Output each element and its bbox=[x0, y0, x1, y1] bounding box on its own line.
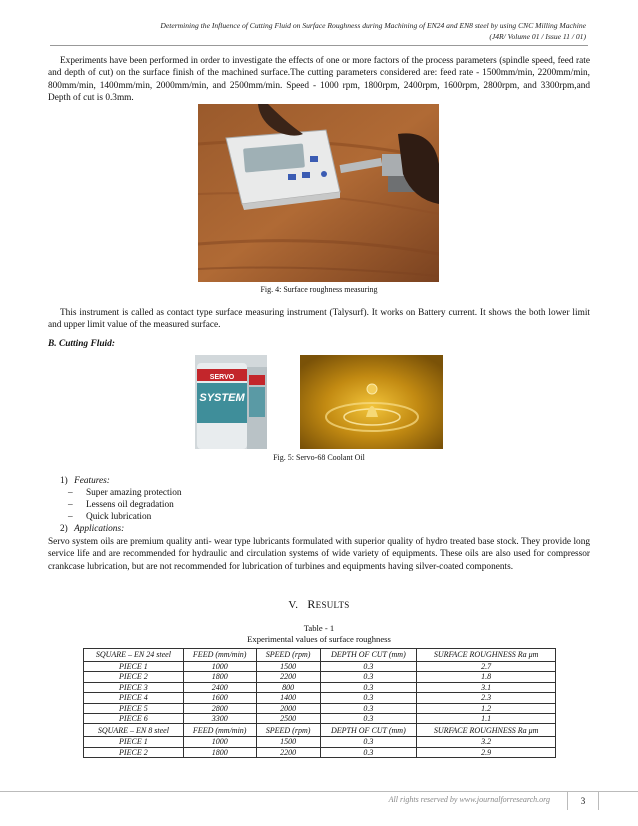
table-cell: PIECE 2 bbox=[84, 672, 184, 682]
table-cell: 0.3 bbox=[320, 703, 417, 713]
features-title: Features: bbox=[74, 476, 110, 486]
table-header-row bbox=[84, 724, 556, 737]
table-cell: 1.2 bbox=[417, 703, 556, 713]
feature-text: Super amazing protection bbox=[85, 488, 182, 498]
table-cell: PIECE 4 bbox=[84, 693, 184, 703]
table-header-row bbox=[84, 649, 556, 662]
table-cell: PIECE 1 bbox=[84, 662, 184, 672]
table-cell: 1.8 bbox=[417, 672, 556, 682]
table-row bbox=[84, 693, 556, 703]
footer-copyright: All rights reserved by www.journalforresearch.org bbox=[388, 795, 550, 804]
table-row bbox=[84, 703, 556, 713]
table-cell: 1400 bbox=[256, 693, 320, 703]
applications-paragraph: Servo system oils are premium quality anti- wear type lubricants formulated with superior quality of hydro treated base stock. They provide long service life and are recommended for hydraulic and circulation systems of wide variety of equipments. These oils are also used for compressor crankcase lubrication, but are not recommended for lubrication of turbines and equipments having silver-coated components. bbox=[48, 537, 590, 572]
page-number: 3 bbox=[567, 792, 599, 810]
table-cell: 0.3 bbox=[320, 714, 417, 724]
table-cell: 3300 bbox=[183, 714, 256, 724]
results-rest: ESULTS bbox=[315, 600, 350, 610]
table-row bbox=[84, 714, 556, 724]
table-cell: 1600 bbox=[183, 693, 256, 703]
feature-item bbox=[68, 512, 151, 522]
applications-title: Applications: bbox=[74, 524, 125, 534]
table-cell: 1800 bbox=[183, 747, 256, 757]
results-first-letter: R bbox=[307, 597, 316, 611]
header-rule bbox=[50, 45, 588, 46]
table-cell: 2.7 bbox=[417, 662, 556, 672]
table-row bbox=[84, 662, 556, 672]
table-cell: 2000 bbox=[256, 703, 320, 713]
oil-splash-illustration bbox=[300, 355, 443, 449]
table-row bbox=[84, 747, 556, 757]
talysurf-photo-illustration bbox=[198, 104, 439, 282]
footer-rule bbox=[0, 791, 638, 792]
feature-item bbox=[68, 488, 182, 498]
fig5-caption: Fig. 5: Servo-68 Coolant Oil bbox=[273, 453, 365, 462]
table-cell: 0.3 bbox=[320, 747, 417, 757]
fig5-brand-label: SERVO bbox=[209, 374, 235, 381]
bullet-dash: – bbox=[68, 488, 73, 498]
table-cell: PIECE 2 bbox=[84, 747, 184, 757]
table-cell: 0.3 bbox=[320, 737, 417, 747]
features-marker: 1) bbox=[60, 476, 68, 486]
section-b-heading: B. Cutting Fluid: bbox=[48, 339, 115, 349]
table-row bbox=[84, 737, 556, 747]
header-issue: (J4R/ Volume 01 / Issue 11 / 01) bbox=[489, 32, 586, 41]
table-row bbox=[84, 672, 556, 682]
table-cell: 3.2 bbox=[417, 737, 556, 747]
table-cell: PIECE 3 bbox=[84, 682, 184, 692]
table-cell: PIECE 5 bbox=[84, 703, 184, 713]
bullet-dash: – bbox=[68, 512, 73, 522]
table-cell: 0.3 bbox=[320, 693, 417, 703]
table-cell: 1000 bbox=[183, 662, 256, 672]
table-title: Experimental values of surface roughness bbox=[247, 634, 391, 644]
results-table bbox=[83, 648, 556, 758]
table-cell: 0.3 bbox=[320, 662, 417, 672]
table-header-cell: DEPTH OF CUT (mm) bbox=[320, 649, 417, 662]
fig5-container-photo bbox=[195, 355, 267, 449]
intro-paragraph: Experiments have been performed in order to investigate the effects of one or more factors of the process parameters (spindle speed, feed rate and depth of cut) on the surface finish of the machined surface.The cutting parameters considered are: feed rate - 1500mm/min, 2200mm/min, 800mm/min, 1400mm/min, 2000mm/min, and 2500mm/min. Speed - 1000 rpm, 1800rpm, 2400rpm, 1600rpm, 2800rpm, and 3300rpm,and Depth of cut is 0.3mm. bbox=[48, 56, 590, 103]
table-cell: 800 bbox=[256, 682, 320, 692]
table-header-cell: SQUARE – EN 24 steel bbox=[84, 649, 184, 662]
feature-text: Lessens oil degradation bbox=[85, 500, 174, 510]
features-heading bbox=[60, 476, 110, 486]
applications-heading bbox=[60, 524, 124, 534]
table-cell: 1500 bbox=[256, 737, 320, 747]
table-cell: 2500 bbox=[256, 714, 320, 724]
table-header-cell: SPEED (rpm) bbox=[256, 649, 320, 662]
feature-text: Quick lubrication bbox=[85, 512, 152, 522]
servo-container-illustration bbox=[195, 355, 267, 449]
table-cell: 2200 bbox=[256, 747, 320, 757]
applications-marker: 2) bbox=[60, 524, 68, 534]
fig4-caption: Fig. 4: Surface roughness measuring bbox=[260, 285, 378, 294]
table-cell: PIECE 6 bbox=[84, 714, 184, 724]
table-cell: 2.9 bbox=[417, 747, 556, 757]
table-header-cell: SURFACE ROUGHNESS Ra μm bbox=[417, 724, 556, 737]
fig4-photo bbox=[198, 104, 439, 282]
table-cell: PIECE 1 bbox=[84, 737, 184, 747]
table-header-cell: SPEED (rpm) bbox=[256, 724, 320, 737]
header-title: Determining the Influence of Cutting Fluid on Surface Roughness during Machining of EN24 and EN8 steel by using CNC Milling Machine bbox=[160, 21, 586, 30]
table-cell: 2.3 bbox=[417, 693, 556, 703]
table-number: Table - 1 bbox=[303, 623, 335, 633]
table-cell: 1000 bbox=[183, 737, 256, 747]
fig5-product-label: SYSTEM bbox=[199, 392, 245, 404]
table-caption bbox=[0, 623, 638, 645]
feature-item bbox=[68, 500, 174, 510]
table-cell: 2200 bbox=[256, 672, 320, 682]
table-cell: 1500 bbox=[256, 662, 320, 672]
table-cell: 0.3 bbox=[320, 672, 417, 682]
table-cell: 1800 bbox=[183, 672, 256, 682]
table-header-cell: FEED (mm/min) bbox=[183, 724, 256, 737]
table-header-cell: DEPTH OF CUT (mm) bbox=[320, 724, 417, 737]
table-cell: 3.1 bbox=[417, 682, 556, 692]
fig5-oil-photo bbox=[300, 355, 443, 449]
table-cell: 1.1 bbox=[417, 714, 556, 724]
table-cell: 2800 bbox=[183, 703, 256, 713]
table-cell: 0.3 bbox=[320, 682, 417, 692]
table-header-cell: FEED (mm/min) bbox=[183, 649, 256, 662]
results-heading bbox=[0, 597, 638, 612]
table-cell: 2400 bbox=[183, 682, 256, 692]
results-number: V. bbox=[288, 599, 299, 611]
bullet-dash: – bbox=[68, 500, 73, 510]
table-header-cell: SQUARE – EN 8 steel bbox=[84, 724, 184, 737]
table-header-cell: SURFACE ROUGHNESS Ra μm bbox=[417, 649, 556, 662]
running-header bbox=[66, 20, 586, 42]
instrument-paragraph: This instrument is called as contact type surface measuring instrument (Talysurf). It works on Battery current. It shows the both lower limit and upper limit value of the measured surface. bbox=[48, 308, 590, 331]
table-row bbox=[84, 682, 556, 692]
